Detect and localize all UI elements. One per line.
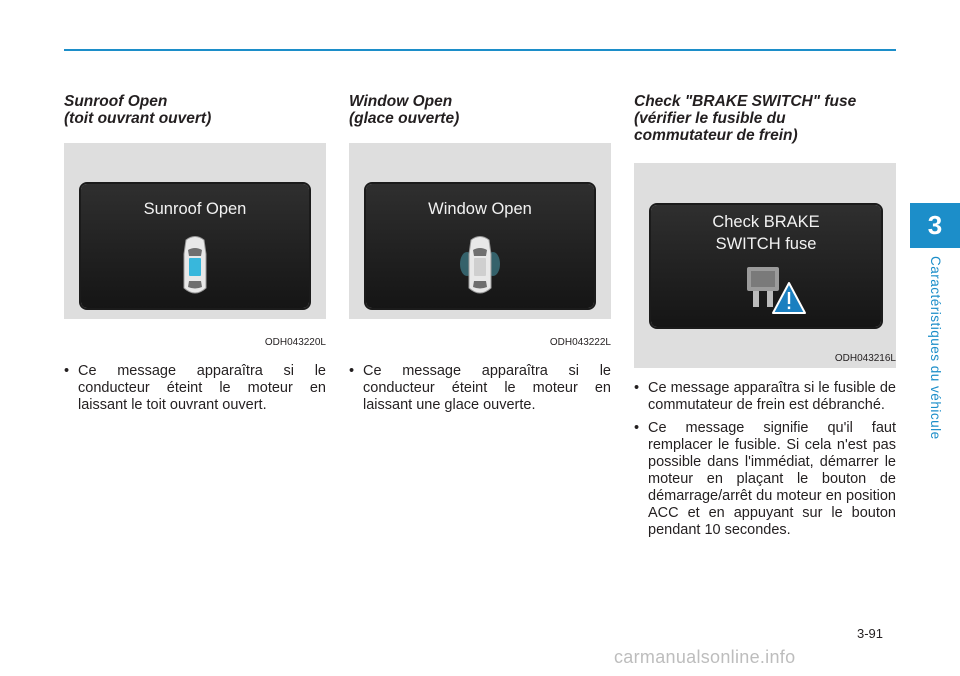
figure-code: ODH043216L <box>834 353 896 364</box>
car-windows-open-icon <box>458 234 502 298</box>
section-heading: Window Open (glace ouverte) <box>349 93 460 127</box>
page-number: 3-91 <box>857 626 884 641</box>
list-item: • Ce message signifie qu'il faut remplacer le fusible. Si cela n'est pas possible dans l'immédiat, démarrer le moteur en plaçant le bouton de démarrage/arrêt du moteur en position ACC et en appuyant sur le bouton pendant 10 secondes. <box>634 420 896 539</box>
list-item: • Ce message apparaîtra si le conducteur éteint le moteur en laissant le toit ouvrant ouvert. <box>64 363 326 414</box>
section-window-open <box>349 93 611 420</box>
chapter-number-tab: 3 <box>910 203 960 248</box>
figure-code: ODH043220L <box>264 337 326 348</box>
cluster-display <box>81 184 309 308</box>
cluster-display <box>651 205 881 327</box>
fuse-warning-icon <box>743 265 809 319</box>
list-item: • Ce message apparaîtra si le conducteur éteint le moteur en laissant une glace ouverte. <box>349 363 611 414</box>
bullet-list <box>634 380 896 539</box>
list-item: • Ce message apparaîtra si le fusible de commutateur de frein est débranché. <box>634 380 896 414</box>
chapter-title: Caractéristiques du véhicule <box>928 256 943 440</box>
sunroof-highlight <box>189 258 201 276</box>
section-check-brake-switch-fuse <box>634 93 896 545</box>
bullet-list <box>349 363 611 414</box>
bullet-list <box>64 363 326 414</box>
watermark: carmanualsonline.info <box>614 647 796 667</box>
display-message: Sunroof Open <box>143 200 247 218</box>
car-top-view-icon <box>179 234 211 298</box>
cluster-display <box>366 184 594 308</box>
display-message: Check BRAKE SWITCH fuse <box>712 213 820 253</box>
section-heading: Check "BRAKE SWITCH" fuse (vérifier le fusible du commutateur de frein) <box>634 93 857 144</box>
section-sunroof-open <box>64 93 326 420</box>
figure-brake-switch-fuse <box>634 163 896 368</box>
figure-window-open <box>349 143 611 348</box>
figure-code: ODH043222L <box>549 337 611 348</box>
figure-sunroof-open <box>64 143 326 348</box>
display-message: Window Open <box>428 200 532 218</box>
section-heading: Sunroof Open (toit ouvrant ouvert) <box>64 93 212 127</box>
top-rule <box>64 49 896 51</box>
